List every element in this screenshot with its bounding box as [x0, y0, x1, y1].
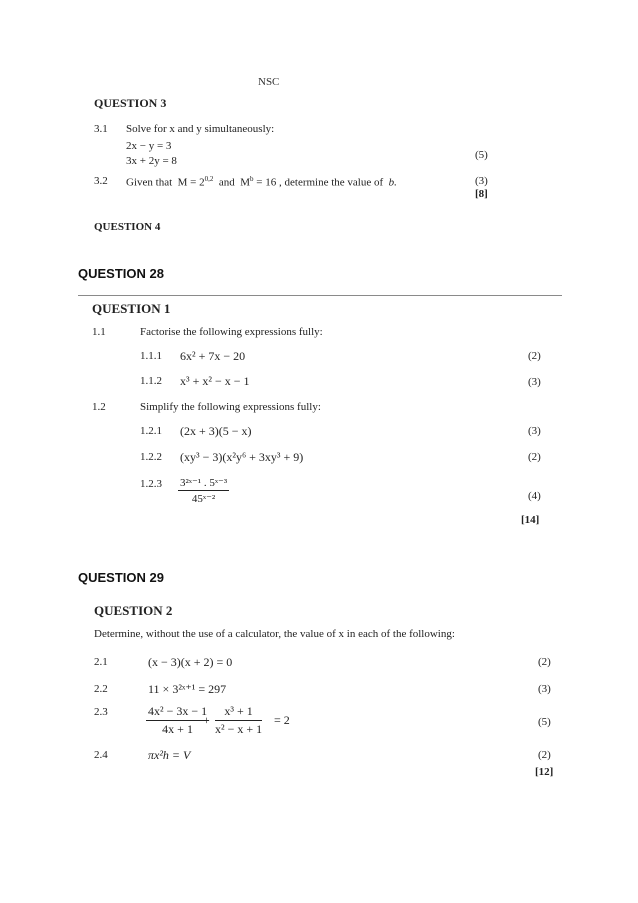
q1-2-3-marks: (4)	[528, 490, 541, 502]
q2-3-plus-sign: +	[203, 713, 210, 727]
q2-4-number: 2.4	[94, 749, 108, 761]
q1-1-1-marks: (2)	[528, 350, 541, 362]
q3-2-marks: (3)	[475, 175, 488, 187]
q2-2-number: 2.2	[94, 683, 108, 695]
q2-3-fraction-1-numerator: 4x² − 3x − 1	[146, 704, 209, 721]
q2-2-expression: 11 × 3²ˣ⁺¹ = 297	[148, 682, 227, 696]
question-2-title: QUESTION 2	[94, 603, 173, 618]
q1-2-2-marks: (2)	[528, 451, 541, 463]
q2-3-marks: (5)	[538, 716, 551, 728]
q3-1-equation-2: 3x + 2y = 8	[126, 155, 177, 167]
page-header: NSC	[258, 76, 280, 88]
q1-2-2-number: 1.2.2	[140, 451, 162, 463]
q2-1-number: 2.1	[94, 656, 108, 668]
q2-3-fraction-2	[215, 704, 262, 737]
q2-3-number: 2.3	[94, 706, 108, 718]
q3-2-number: 3.2	[94, 175, 108, 187]
q1-2-3-denominator: 45ˣ⁻²	[191, 493, 216, 505]
q1-2-3-fraction	[178, 476, 229, 505]
q2-3-rhs: = 2	[274, 713, 290, 727]
q3-2-text-d: M	[240, 176, 251, 189]
q1-2-number: 1.2	[92, 401, 106, 413]
q3-2-text-f: b.	[388, 176, 397, 189]
q2-total: [12]	[535, 766, 554, 778]
q2-4-marks: (2)	[538, 749, 551, 761]
q2-1-marks: (2)	[538, 656, 551, 668]
q3-1-text: Solve for x and y simultaneously:	[126, 123, 275, 135]
q2-3-fraction-1	[146, 704, 209, 737]
question-4-title: QUESTION 4	[94, 221, 161, 233]
q1-total: [14]	[521, 514, 540, 526]
question-3-title: QUESTION 3	[94, 96, 167, 110]
question-1-title: QUESTION 1	[92, 301, 171, 316]
q1-2-text: Simplify the following expressions fully:	[140, 401, 321, 413]
q1-2-2-expression: (xy³ − 3)(x²y⁶ + 3xy³ + 9)	[180, 450, 304, 464]
q3-1-equation-1: 2x − y = 3	[126, 140, 172, 152]
q3-total: [8]	[475, 188, 488, 200]
q2-2-marks: (3)	[538, 683, 551, 695]
q3-2-text-a: Given that	[126, 176, 173, 189]
question-2-intro: Determine, without the use of a calculator, the value of x in each of the following:	[94, 628, 455, 640]
q1-1-number: 1.1	[92, 326, 106, 338]
q1-1-2-number: 1.1.2	[140, 375, 162, 387]
q2-3-fraction-1-denominator: 4x + 1	[162, 722, 193, 736]
q3-2-text-d-sup: b	[250, 175, 254, 183]
q1-1-1-number: 1.1.1	[140, 350, 162, 362]
q1-1-2-marks: (3)	[528, 376, 541, 388]
q3-1-marks: (5)	[475, 149, 488, 161]
q1-1-2-expression: x³ + x² − x − 1	[180, 374, 250, 388]
q1-2-1-expression: (2x + 3)(5 − x)	[180, 424, 252, 438]
q3-2-text	[126, 175, 397, 189]
q3-2-text-e: = 16 , determine the value of	[253, 176, 384, 189]
q1-1-text: Factorise the following expressions fully:	[140, 326, 323, 338]
q1-2-1-number: 1.2.1	[140, 425, 162, 437]
q1-1-1-expression: 6x² + 7x − 20	[180, 349, 246, 363]
q1-2-1-marks: (3)	[528, 425, 541, 437]
q3-2-text-b: M = 2	[177, 176, 205, 189]
q1-2-3-numerator: 3²ˣ⁻¹ . 5ˣ⁻³	[180, 477, 228, 489]
question-28-label: QUESTION 28	[78, 266, 164, 281]
q3-2-text-b-sup: 0,2	[204, 175, 214, 183]
q3-1-number: 3.1	[94, 123, 108, 135]
q2-1-expression: (x − 3)(x + 2) = 0	[148, 655, 233, 669]
q2-4-expression: πx²h = V	[148, 748, 191, 762]
q1-2-3-number: 1.2.3	[140, 478, 162, 490]
divider-line	[78, 295, 562, 296]
q3-2-text-c: and	[218, 176, 235, 189]
question-29-label: QUESTION 29	[78, 570, 164, 585]
q2-3-fraction-2-numerator: x³ + 1	[215, 704, 262, 721]
q2-3-fraction-2-denominator: x² − x + 1	[215, 722, 263, 736]
